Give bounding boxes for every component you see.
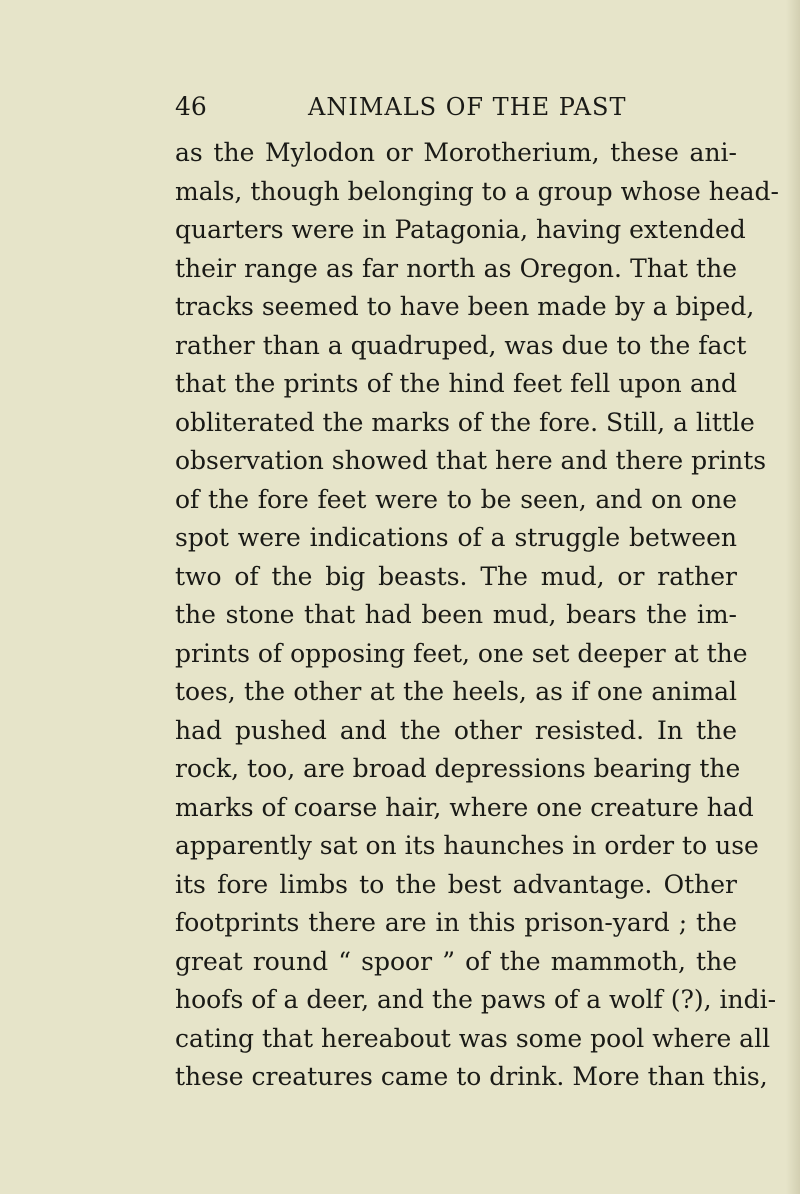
page-edge-shadow <box>786 0 800 1194</box>
text-line: tracks seemed to have been made by a biped, <box>175 292 755 321</box>
text-line: prints of opposing feet, one set deeper at the <box>175 638 748 668</box>
text-line: obliterated the marks of the fore. Still, a little <box>175 407 755 437</box>
text-line: apparently sat on its haunches in order to use <box>175 831 759 860</box>
text-line: toes, the other at the heels, as if one animal <box>175 677 737 706</box>
text-line: had pushed and the other resisted. In the <box>175 715 737 745</box>
text-line: mals, though belonging to a group whose head- <box>175 176 780 206</box>
text-line: these creatures came to drink. More than this, <box>175 1062 768 1091</box>
text-line: marks of coarse hair, where one creature had <box>175 792 754 822</box>
text-line: of the fore feet were to be seen, and on one <box>175 484 737 514</box>
text-line: its fore limbs to the best advantage. Other <box>175 869 737 899</box>
text-line: as the Mylodon or Morotherium, these ani- <box>175 138 737 167</box>
text-line: two of the big beasts. The mud, or rather <box>175 561 737 591</box>
running-head: ANIMALS OF THE PAST <box>308 93 627 121</box>
text-line: quarters were in Patagonia, having extended <box>175 215 746 244</box>
text-line: rock, too, are broad depressions bearing the <box>175 754 741 783</box>
text-line: footprints there are in this prison-yard ; the <box>175 908 737 937</box>
page-header <box>175 92 735 128</box>
body-text <box>175 134 780 1097</box>
text-line: observation showed that here and there prints <box>175 446 767 475</box>
text-line: cating that hereabout was some pool where all <box>175 1023 771 1053</box>
page-number: 46 <box>175 92 207 121</box>
text-line: their range as far north as Oregon. That the <box>175 253 737 283</box>
text-line: spot were indications of a struggle between <box>175 523 737 552</box>
text-line: hoofs of a deer, and the paws of a wolf (?), indi- <box>175 985 777 1014</box>
text-line: rather than a quadruped, was due to the fact <box>175 330 747 360</box>
text-line: the stone that had been mud, bears the im- <box>175 600 737 629</box>
text-line: that the prints of the hind feet fell upon and <box>175 369 737 398</box>
text-line: great round “ spoor ” of the mammoth, the <box>175 946 737 976</box>
